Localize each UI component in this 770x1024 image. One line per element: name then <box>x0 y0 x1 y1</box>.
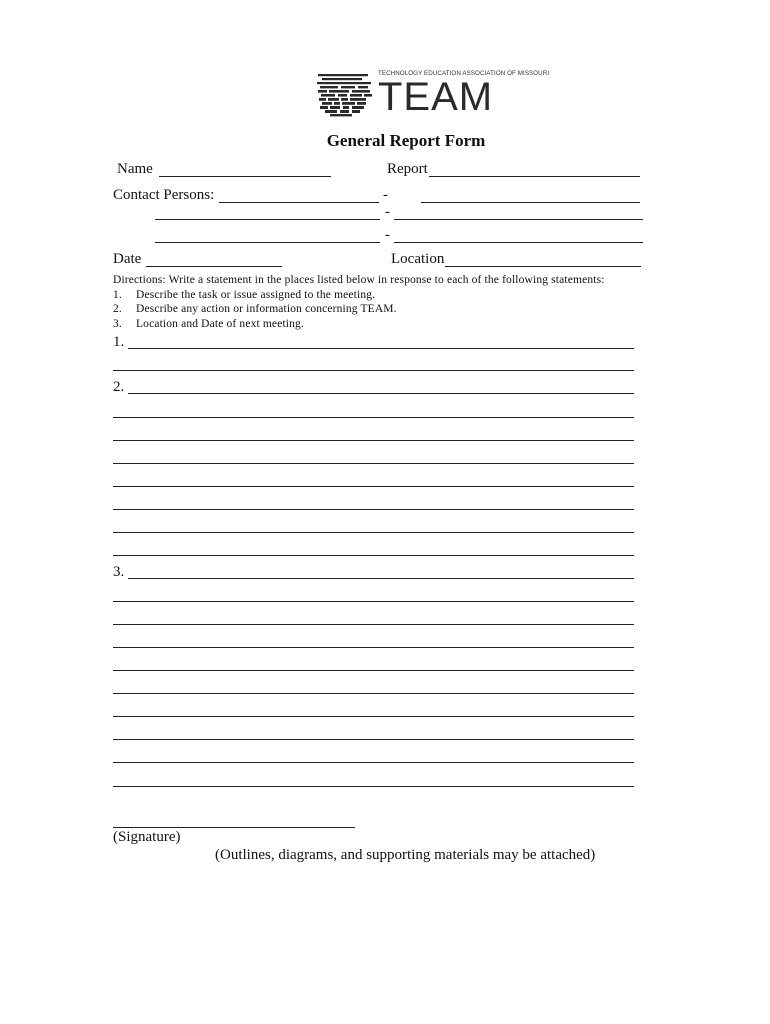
directions-item-number: 2. <box>113 303 122 315</box>
form-title: General Report Form <box>326 131 486 150</box>
directions-item-2 <box>113 302 397 316</box>
section-3-number: 3. <box>113 564 125 580</box>
location-field[interactable] <box>445 266 641 267</box>
date-label: Date <box>113 251 142 267</box>
section-2-number: 2. <box>113 379 125 395</box>
signature-label: (Signature) <box>113 829 181 845</box>
section-3-line[interactable] <box>113 624 634 625</box>
section-3-line[interactable] <box>128 578 634 579</box>
date-field[interactable] <box>146 266 282 267</box>
section-3-line[interactable] <box>113 693 634 694</box>
attachments-note: (Outlines, diagrams, and supporting materials may be attached) <box>215 847 596 863</box>
section-3-line[interactable] <box>113 762 634 763</box>
directions-item-1 <box>113 288 375 302</box>
contact-dash-1: - <box>383 187 388 203</box>
directions-item-number: 1. <box>113 289 122 301</box>
section-2-line[interactable] <box>113 417 634 418</box>
section-2-line[interactable] <box>113 440 634 441</box>
directions-intro: Directions: Write a statement in the places listed below in response to each of the following statements: <box>113 274 605 286</box>
contact-persons-label: Contact Persons: <box>113 187 215 203</box>
logo-wordmark: TEAM <box>378 75 494 119</box>
section-3-line[interactable] <box>113 670 634 671</box>
contact-info-field-1[interactable] <box>421 202 640 203</box>
team-logo <box>316 70 550 119</box>
section-3-line[interactable] <box>113 601 634 602</box>
section-1-number: 1. <box>113 334 125 350</box>
section-1-line[interactable] <box>128 348 634 349</box>
barcode-stripes-logo-icon <box>316 72 378 118</box>
section-1-line[interactable] <box>113 370 634 371</box>
section-3-line[interactable] <box>113 647 634 648</box>
name-label: Name <box>117 161 153 177</box>
section-2-line[interactable] <box>128 393 634 394</box>
contact-name-field-3[interactable] <box>155 242 380 243</box>
section-2-line[interactable] <box>113 463 634 464</box>
section-3-line[interactable] <box>113 786 634 787</box>
contact-dash-3: - <box>385 227 390 243</box>
contact-info-field-3[interactable] <box>394 242 643 243</box>
directions-item-text: Location and Date of next meeting. <box>136 318 304 330</box>
directions-item-number: 3. <box>113 318 122 330</box>
section-2-line[interactable] <box>113 486 634 487</box>
section-3-line[interactable] <box>113 739 634 740</box>
directions-item-text: Describe the task or issue assigned to the meeting. <box>136 289 376 301</box>
report-field[interactable] <box>429 176 640 177</box>
directions-item-3 <box>113 317 304 331</box>
section-2-line[interactable] <box>113 532 634 533</box>
directions-item-text: Describe any action or information concerning TEAM. <box>136 303 397 315</box>
section-2-line[interactable] <box>113 555 634 556</box>
contact-name-field-1[interactable] <box>219 202 379 203</box>
name-field[interactable] <box>159 176 331 177</box>
report-label: Report <box>387 161 428 177</box>
logo-tagline: TECHNOLOGY EDUCATION ASSOCIATION OF MISSOURI <box>378 70 550 77</box>
contact-name-field-2[interactable] <box>155 219 380 220</box>
section-3-line[interactable] <box>113 716 634 717</box>
contact-dash-2: - <box>385 204 390 220</box>
section-2-line[interactable] <box>113 509 634 510</box>
location-label: Location <box>391 251 445 267</box>
contact-info-field-2[interactable] <box>394 219 643 220</box>
